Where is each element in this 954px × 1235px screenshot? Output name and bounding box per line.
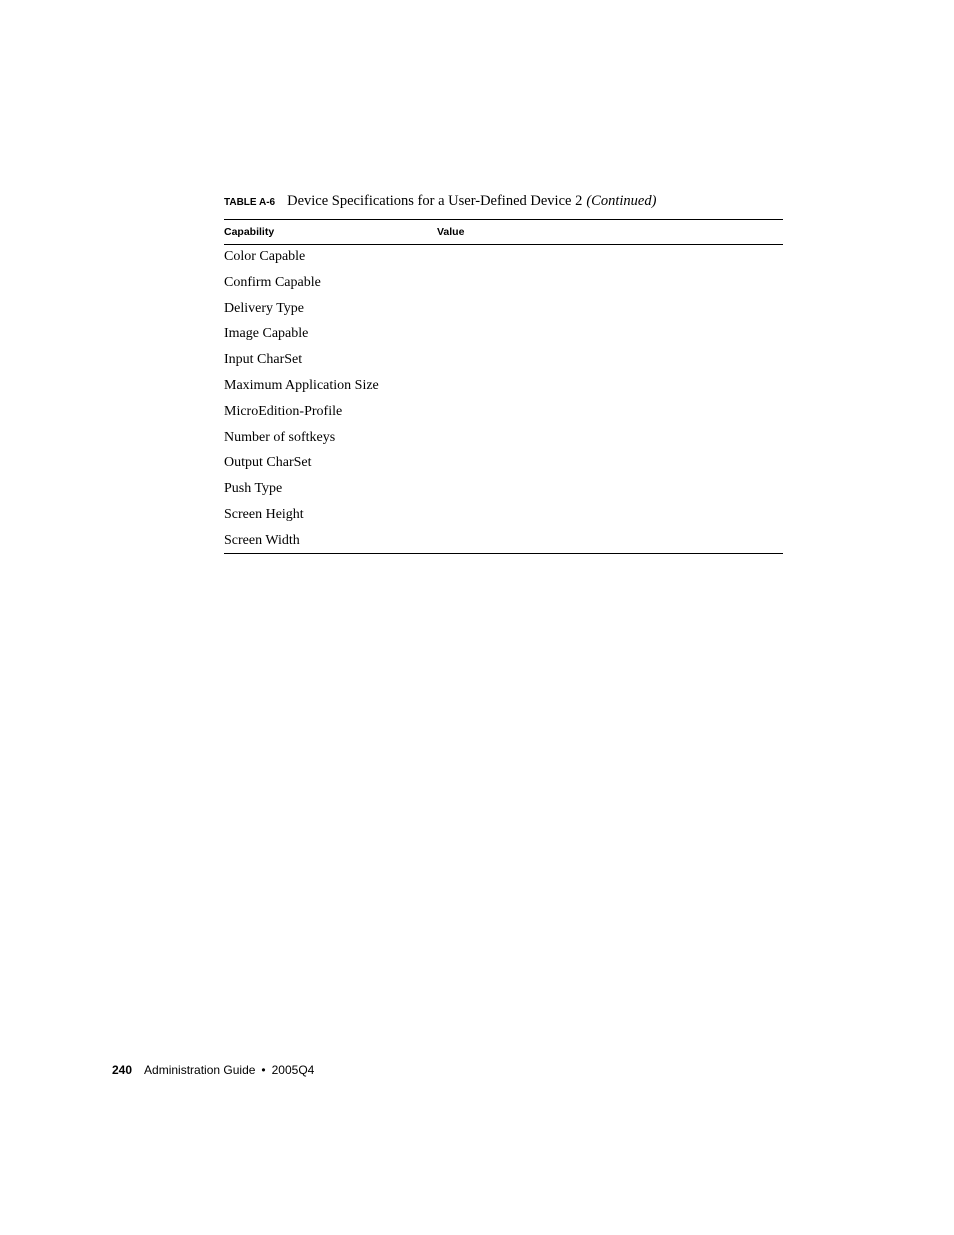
- capability-cell: Input CharSet: [224, 352, 303, 368]
- capability-cell: Confirm Capable: [224, 274, 321, 290]
- table-row: [224, 348, 783, 374]
- footer-bullet: •: [261, 1063, 266, 1077]
- capability-cell: MicroEdition-Profile: [224, 403, 343, 419]
- table-label: TABLE A-6: [224, 197, 276, 208]
- capability-cell: Color Capable: [224, 249, 306, 264]
- table-caption: [224, 190, 783, 212]
- table-row: [224, 322, 783, 348]
- capability-cell: Number of softkeys: [224, 429, 336, 445]
- table-row: [224, 426, 783, 452]
- table-row: [224, 297, 783, 323]
- table-title: Device Specifications for a User-Defined Device 2: [287, 193, 583, 209]
- table-row: [224, 271, 783, 297]
- table-row: [224, 245, 783, 271]
- header-capability: Capability: [224, 226, 275, 238]
- table-row: [224, 529, 783, 555]
- capability-cell: Screen Height: [224, 506, 304, 522]
- capability-cell: Maximum Application Size: [224, 377, 379, 393]
- capability-cell: Output CharSet: [224, 455, 312, 471]
- table-row: [224, 503, 783, 529]
- table-row: [224, 477, 783, 503]
- page-number: 240: [112, 1063, 133, 1077]
- device-spec-table: [224, 190, 783, 548]
- capability-cell: Image Capable: [224, 326, 309, 342]
- table-bottom-rule: [224, 553, 783, 554]
- table-row: [224, 451, 783, 477]
- release-label: 2005Q4: [271, 1063, 315, 1077]
- table-header-row: [224, 220, 783, 244]
- guide-title: Administration Guide: [144, 1063, 256, 1077]
- capability-cell: Screen Width: [224, 532, 300, 548]
- page-footer: [112, 1063, 314, 1077]
- table-row: [224, 400, 783, 426]
- table-continued-note: (Continued): [586, 193, 657, 209]
- capability-cell: Delivery Type: [224, 300, 305, 316]
- table-row: [224, 374, 783, 400]
- table-body: [224, 245, 783, 555]
- capability-cell: Push Type: [224, 481, 283, 497]
- header-value: Value: [437, 226, 465, 238]
